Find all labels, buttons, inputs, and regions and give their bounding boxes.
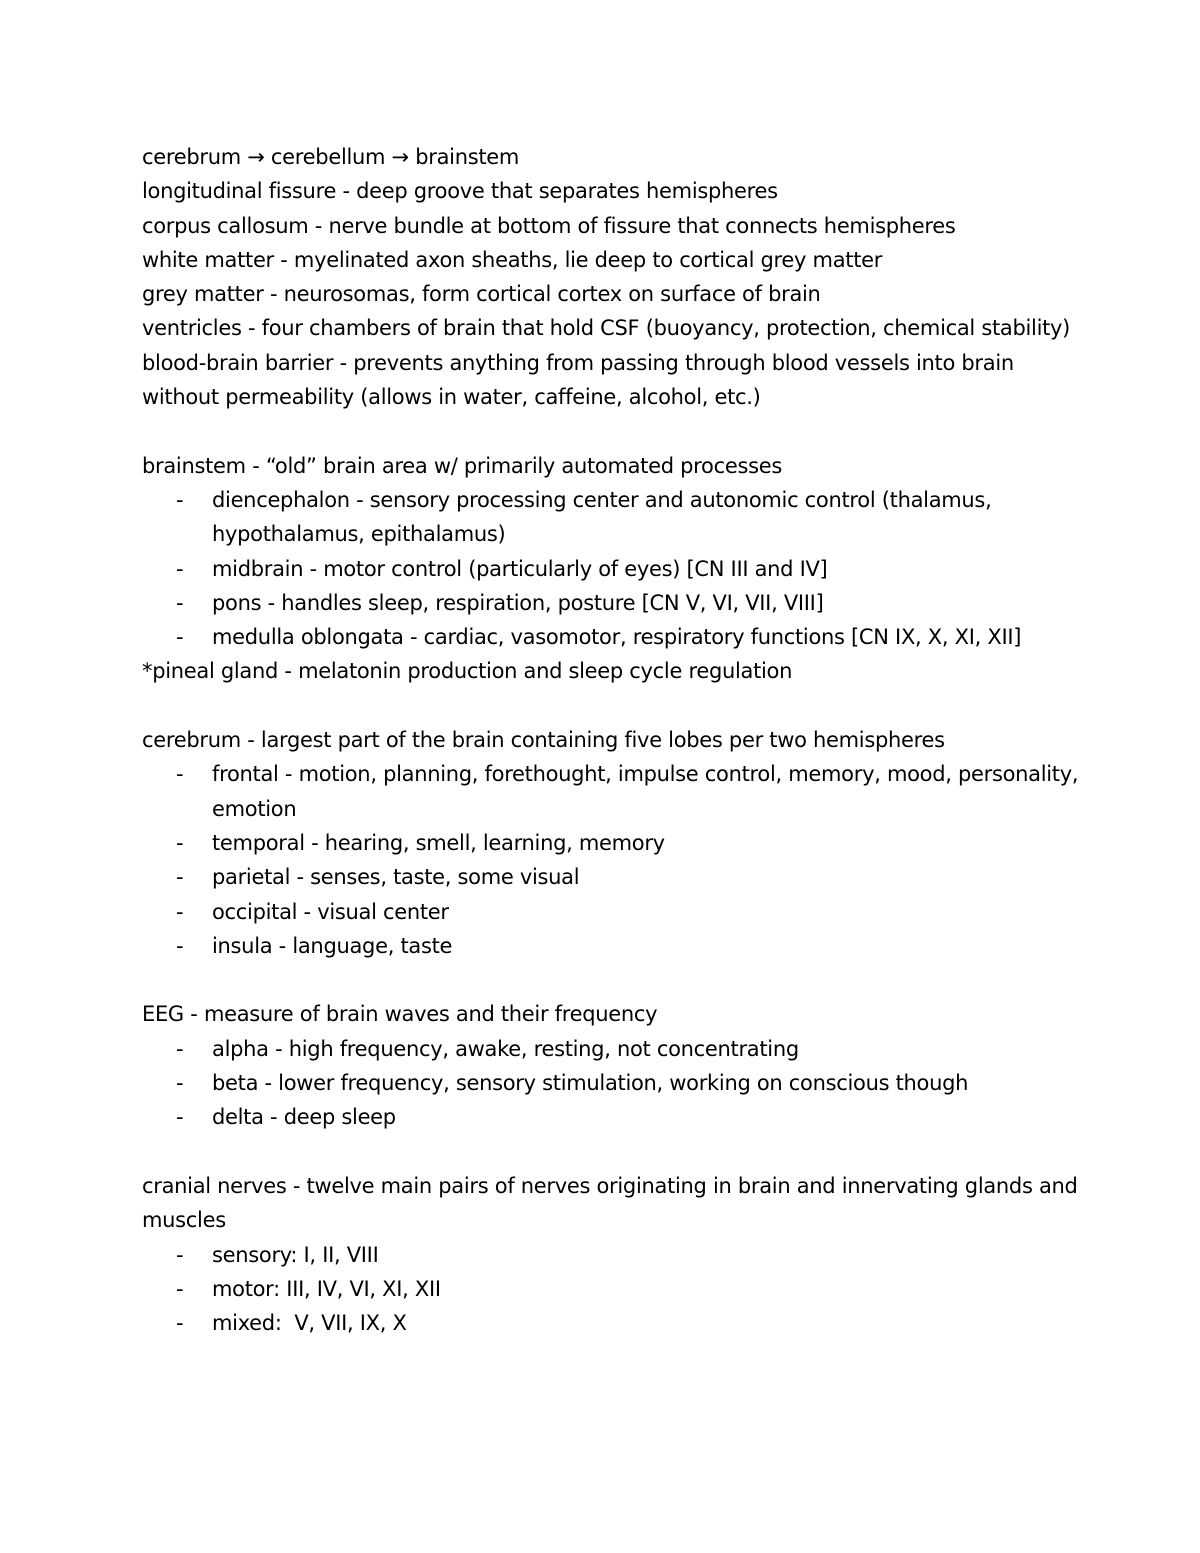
- intro-line-grey-matter: grey matter - neurosomas, form cortical cortex on surface of brain: [142, 282, 821, 307]
- intro-line-ventricles: ventricles - four chambers of brain that hold CSF (buoyancy, protection, chemical stability): [142, 316, 1071, 341]
- list-item-text: pons - handles sleep, respiration, posture [CN V, VI, VII, VIII]: [212, 590, 824, 615]
- list-item: [142, 895, 1082, 929]
- bullet-dash: -: [176, 830, 184, 855]
- bullet-dash: -: [176, 556, 184, 581]
- bullet-dash: -: [176, 1071, 184, 1096]
- intro-line-longitudinal-fissure: longitudinal fissure - deep groove that separates hemispheres: [142, 179, 778, 204]
- document-page: [142, 140, 1082, 1340]
- list-item: [142, 1238, 1082, 1272]
- list-item: [142, 860, 1082, 894]
- section-spacer: [142, 689, 1082, 723]
- eeg-list: [142, 1032, 1082, 1135]
- intro-line-corpus-callosum: corpus callosum - nerve bundle at bottom of fissure that connects hemispheres: [142, 213, 956, 238]
- list-item: [142, 1032, 1082, 1066]
- list-item-text: insula - language, taste: [212, 933, 453, 958]
- bullet-dash: -: [176, 762, 184, 787]
- list-item: [142, 1306, 1082, 1340]
- list-item-text: delta - deep sleep: [212, 1105, 396, 1130]
- cerebrum-heading: cerebrum - largest part of the brain containing five lobes per two hemispheres: [142, 728, 945, 753]
- list-item-text: diencephalon - sensory processing center and autonomic control (thalamus, hypothalamus, epithalamus): [212, 487, 992, 547]
- list-item-text: parietal - senses, taste, some visual: [212, 865, 580, 890]
- bullet-dash: -: [176, 899, 184, 924]
- list-item: [142, 1272, 1082, 1306]
- list-item-text: sensory: I, II, VIII: [212, 1242, 379, 1267]
- section-spacer: [142, 963, 1082, 997]
- list-item: [142, 1100, 1082, 1134]
- eeg-heading: EEG - measure of brain waves and their frequency: [142, 1002, 658, 1027]
- bullet-dash: -: [176, 1036, 184, 1061]
- intro-line-sequence: cerebrum → cerebellum → brainstem: [142, 145, 520, 169]
- list-item: [142, 483, 1082, 552]
- brainstem-heading: brainstem - “old” brain area w/ primarily automated processes: [142, 453, 782, 478]
- bullet-dash: -: [176, 865, 184, 890]
- list-item: [142, 552, 1082, 586]
- list-item-text: temporal - hearing, smell, learning, memory: [212, 830, 665, 855]
- list-item-text: mixed: V, VII, IX, X: [212, 1311, 407, 1336]
- bullet-dash: -: [176, 487, 184, 512]
- list-item-text: medulla oblongata - cardiac, vasomotor, respiratory functions [CN IX, X, XI, XII]: [212, 625, 1022, 650]
- list-item: [142, 826, 1082, 860]
- intro-line-blood-brain-barrier: blood-brain barrier - prevents anything from passing through blood vessels into brain without permeability (allows in water, caffeine, alcohol, etc.): [142, 350, 1014, 410]
- cerebrum-list: [142, 757, 1082, 963]
- bullet-dash: -: [176, 590, 184, 615]
- list-item: [142, 1066, 1082, 1100]
- list-item: [142, 586, 1082, 620]
- cranial-nerves-list: [142, 1238, 1082, 1341]
- bullet-dash: -: [176, 625, 184, 650]
- pineal-gland-note: *pineal gland - melatonin production and sleep cycle regulation: [142, 659, 793, 684]
- bullet-dash: -: [176, 1105, 184, 1130]
- list-item-text: alpha - high frequency, awake, resting, not concentrating: [212, 1036, 799, 1061]
- bullet-dash: -: [176, 1311, 184, 1336]
- bullet-dash: -: [176, 1242, 184, 1267]
- brainstem-list: [142, 483, 1082, 654]
- list-item-text: midbrain - motor control (particularly of eyes) [CN III and IV]: [212, 556, 828, 581]
- list-item-text: motor: III, IV, VI, XI, XII: [212, 1276, 441, 1301]
- section-spacer: [142, 414, 1082, 448]
- cranial-nerves-heading: cranial nerves - twelve main pairs of nerves originating in brain and innervating glands and muscles: [142, 1173, 1078, 1233]
- list-item-text: frontal - motion, planning, forethought, impulse control, memory, mood, personality, emotion: [212, 762, 1079, 821]
- list-item: [142, 620, 1082, 654]
- list-item: [142, 929, 1082, 963]
- list-item: [142, 757, 1082, 826]
- list-item-text: beta - lower frequency, sensory stimulation, working on conscious though: [212, 1071, 969, 1096]
- intro-line-white-matter: white matter - myelinated axon sheaths, lie deep to cortical grey matter: [142, 247, 883, 272]
- bullet-dash: -: [176, 933, 184, 958]
- bullet-dash: -: [176, 1276, 184, 1301]
- list-item-text: occipital - visual center: [212, 899, 449, 924]
- section-spacer: [142, 1135, 1082, 1169]
